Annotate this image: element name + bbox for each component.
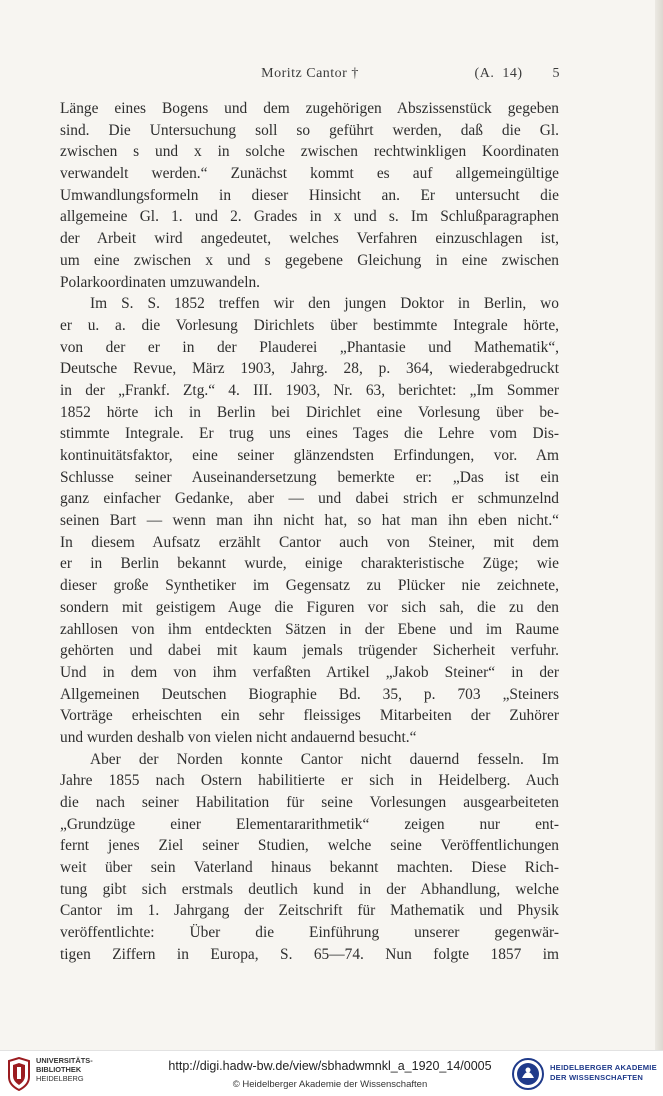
copyright-notice: © Heidelberger Akademie der Wissenschaften (232, 1079, 428, 1090)
text-line: Und in dem von ihm verfaßten Artikel „Jakob Steiner“ in der (60, 663, 559, 681)
running-head (60, 66, 560, 84)
permalink-url[interactable]: http://digi.hadw-bw.de/view/sbhadwmnkl_a_1920_14/0005 (168, 1059, 492, 1073)
uni-name-line: UNIVERSITÄTS- (36, 1056, 93, 1065)
page-edge (655, 0, 663, 1050)
text-line: verwandelt werden.“ Zunächst kommt es auf allgemeingültige (60, 165, 559, 183)
text-line: Polarkoordinaten umzuwandeln. (60, 273, 261, 291)
page-number: 5 (552, 66, 560, 81)
text-line: ganz einfacher Gedanke, aber — und dabei strich er schmunzelnd (60, 490, 559, 508)
text-line: gehörten und dabei mit kaum jemals trügender Sicherheit verfuhr. (60, 642, 559, 660)
academy-name (550, 1063, 662, 1083)
academy-seal-icon[interactable] (512, 1057, 544, 1091)
text-line: Deutsche Revue, März 1903, Jahrg. 28, p. 364, wiederabgedruckt (60, 360, 559, 378)
uni-name-line: HEIDELBERG (36, 1073, 84, 1083)
text-line: tigen Ziffern in Europa, S. 65—74. Nun folgte 1857 im (60, 945, 559, 963)
series-open: (A. (474, 66, 495, 81)
viewer-footer (0, 1050, 663, 1096)
text-line: stimmte Integrale. Er trug uns eines Tages die Lehre vom Dis- (60, 425, 559, 443)
academy-name-line: HEIDELBERGER AKADEMIE (550, 1063, 657, 1072)
text-line: und wurden deshalb von vielen nicht andauernd besucht.“ (60, 728, 417, 746)
text-line: von der er in der Plauderei „Phantasie und Mathematik“, (60, 338, 559, 356)
academy-name-line: DER WISSENSCHAFTEN (550, 1073, 644, 1082)
text-line: Länge eines Bogens und dem zugehörigen Abszissenstück gegeben (60, 100, 559, 117)
series-number: 14) (502, 66, 523, 81)
text-line: seinen Bart — wenn man ihn nicht hat, so hat man ihn eben nicht.“ (60, 512, 559, 530)
text-line: die nach seiner Habilitation für seine Vorlesungen ausgearbeiteten (60, 794, 559, 811)
uni-name-line: BIBLIOTHEK (36, 1064, 82, 1074)
text-line: Aber der Norden konnte Cantor nicht dauernd fesseln. Im (90, 750, 559, 768)
text-line: fernt jenes Ziel seiner Studien, welche seine Veröffentlichungen (60, 837, 559, 855)
university-library-logo-icon[interactable] (6, 1057, 32, 1091)
text-line: allgemeine Gl. 1. und 2. Grades in x und s. Im Schlußparagraphen (60, 208, 559, 226)
text-line: dieser große Synthetiker im Gegensatz zu Plücker nie zeichnete, (60, 577, 559, 595)
text-line: zahllosen von ihm entdeckten Sätzen in der Ebene und im Raume (60, 620, 559, 638)
text-line: Im S. S. 1852 treffen wir den jungen Doktor in Berlin, wo (90, 295, 559, 313)
text-line: kontinuitätsfaktor, eine seiner glänzendsten Erfindungen, vor. Am (60, 447, 559, 464)
text-line: veröffentlichte: Über die Einführung unserer gegenwär- (60, 924, 559, 942)
text-line: 1852 hörte ich in Berlin bei Dirichlet eine Vorlesung über be- (60, 403, 559, 421)
text-line: Umwandlungsformeln in dieser Hinsicht an. Er untersucht die (60, 186, 559, 204)
text-line: „Grundzüge einer Elementararithmetik“ zeigen nur ent- (60, 815, 559, 833)
running-head-right (475, 66, 560, 82)
text-line: der Arbeit wird angedeutet, welches Verfahren einzuschlagen ist, (60, 230, 559, 248)
text-line: Schlusse seiner Auseinandersetzung bemerkte er: „Das ist ein (60, 468, 559, 486)
text-line: er u. a. die Vorlesung Dirichlets über bestimmte Integrale hörte, (60, 316, 559, 334)
text-line: sind. Die Untersuchung soll so geführt werden, daß die Gl. (60, 121, 559, 139)
body-text (60, 98, 559, 966)
text-line: Jahre 1855 nach Ostern habilitierte er sich in Heidelberg. Auch (60, 772, 559, 790)
text-line: sondern mit geistigem Auge die Figuren vor sich sah, die zu den (60, 598, 559, 616)
text-line: zwischen s und x in solche zwischen rechtwinkligen Koordinaten (60, 143, 559, 161)
running-head-title: Moritz Cantor † (261, 66, 359, 81)
text-line: Cantor im 1. Jahrgang der Zeitschrift für Mathematik und Physik (60, 902, 559, 920)
university-library-name (36, 1057, 116, 1083)
text-line: Vorträge erheischten ein sehr fleissiges Mitarbeiten der Zuhörer (60, 707, 559, 725)
text-line: um eine zwischen x und s gegebene Gleichung in eine zwischen (60, 251, 559, 269)
text-line: er in Berlin bekannt wurde, einige charakteristische Züge; wie (60, 555, 559, 573)
text-line: weit über sein Vaterland hinaus bekannt machten. Diese Rich- (60, 859, 559, 877)
text-line: Allgemeinen Deutschen Biographie Bd. 35, p. 703 „Steiners (60, 685, 559, 703)
text-line: in der „Frankf. Ztg.“ 4. III. 1903, Nr. 63, berichtet: „Im Sommer (60, 381, 559, 399)
text-line: tung gibt sich erstmals deutlich kund in der Abhandlung, welche (60, 880, 559, 898)
text-line: In diesem Aufsatz erzählt Cantor auch von Steiner, mit dem (60, 533, 559, 551)
